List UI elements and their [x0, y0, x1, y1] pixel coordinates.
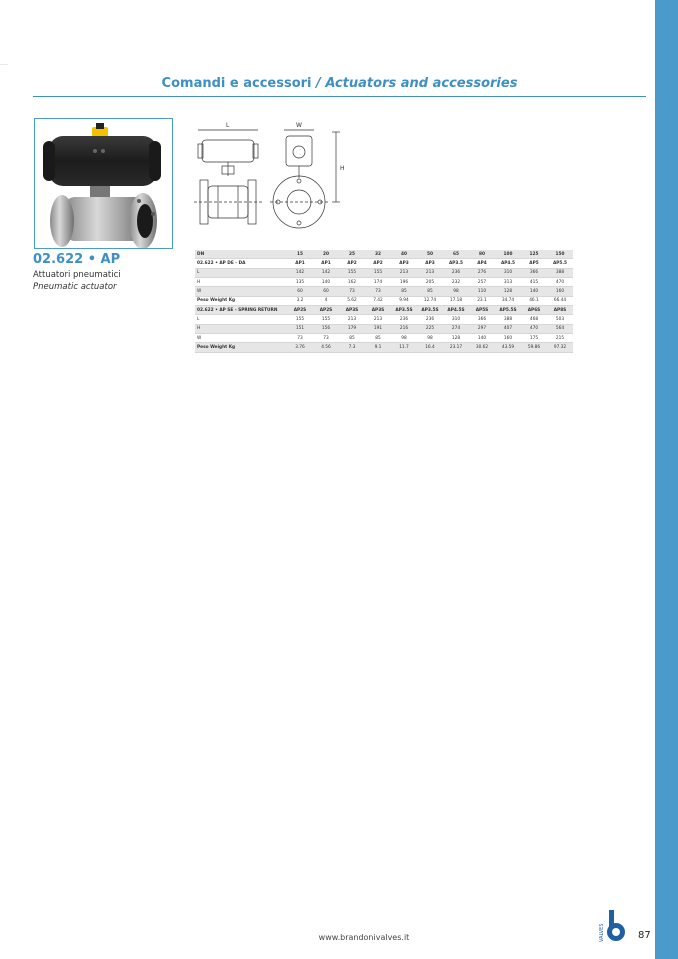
table-cell: 98	[443, 287, 469, 296]
table-header-row	[195, 250, 573, 259]
table-cell: 155	[365, 268, 391, 277]
table-cell: 236	[443, 268, 469, 277]
table-cell: 205	[417, 278, 443, 287]
table-cell: 470	[547, 278, 573, 287]
row-label: Peso Weight Kg	[195, 296, 287, 305]
table-cell: 12.74	[417, 296, 443, 305]
table-cell: AP3.5S	[417, 306, 443, 315]
table-cell: 46.1	[521, 296, 547, 305]
table-row	[195, 324, 573, 333]
table-header-cell: 100	[495, 250, 521, 259]
table-cell: 388	[547, 268, 573, 277]
table-cell: 366	[469, 315, 495, 324]
table-cell: 73	[339, 287, 365, 296]
title-english: Actuators and accessories	[325, 76, 518, 91]
table-cell: 98	[391, 334, 417, 343]
pneumatic-actuator-valve-image	[35, 119, 173, 249]
table-cell: AP2	[339, 259, 365, 268]
table-cell: 3.76	[287, 343, 313, 352]
table-cell: AP8S	[547, 306, 573, 315]
table-cell: 213	[417, 268, 443, 277]
table-cell: 140	[521, 287, 547, 296]
table-header-cell: 40	[391, 250, 417, 259]
table-cell: 196	[391, 278, 417, 287]
table-header-cell: 65	[443, 250, 469, 259]
table-cell: AP5.5S	[495, 306, 521, 315]
table-cell: 4	[313, 296, 339, 305]
table-row	[195, 259, 573, 268]
table-cell: 162	[339, 278, 365, 287]
table-cell: AP1	[287, 259, 313, 268]
table-cell: 60	[287, 287, 313, 296]
table-cell: 9.94	[391, 296, 417, 305]
row-label: 02.622 • AP SE - SPRING RETURN	[195, 306, 287, 315]
table-cell: 155	[339, 268, 365, 277]
table-cell: 216	[391, 324, 417, 333]
table-cell: AP4	[469, 259, 495, 268]
table-cell: 66.44	[547, 296, 573, 305]
table-cell: 470	[521, 324, 547, 333]
page-number: 87	[638, 930, 651, 941]
table-cell: 407	[495, 324, 521, 333]
table-cell: 85	[391, 287, 417, 296]
page-title	[33, 76, 646, 91]
table-cell: 503	[547, 315, 573, 324]
product-code: 02.622 • AP	[33, 252, 121, 267]
table-header-cell: 125	[521, 250, 547, 259]
row-label: L	[195, 315, 287, 324]
table-header-label: DN	[195, 250, 287, 259]
table-cell: 175	[521, 334, 547, 343]
table-header-cell: 25	[339, 250, 365, 259]
table-cell: AP3.5	[443, 259, 469, 268]
table-cell: 16.4	[417, 343, 443, 352]
table-cell: 310	[443, 315, 469, 324]
table-cell: AP3.5S	[391, 306, 417, 315]
table-cell: AP2S	[313, 306, 339, 315]
table-cell: 213	[391, 268, 417, 277]
table-cell: 174	[365, 278, 391, 287]
table-cell: 30.62	[469, 343, 495, 352]
table-cell: AP3S	[365, 306, 391, 315]
title-separator: /	[311, 76, 326, 91]
table-cell: 85	[339, 334, 365, 343]
table-cell: 274	[443, 324, 469, 333]
table-cell: AP3	[391, 259, 417, 268]
corner-mark	[0, 64, 8, 65]
table-cell: 310	[495, 268, 521, 277]
table-cell: 5.62	[339, 296, 365, 305]
table-cell: 60	[313, 287, 339, 296]
table-row	[195, 287, 573, 296]
table-cell: 564	[547, 324, 573, 333]
table-cell: 128	[443, 334, 469, 343]
table-cell: AP3S	[339, 306, 365, 315]
table-cell: AP2S	[287, 306, 313, 315]
table-row	[195, 306, 573, 315]
table-cell: 151	[287, 324, 313, 333]
table-cell: 142	[287, 268, 313, 277]
table-cell: 142	[313, 268, 339, 277]
table-cell: 140	[469, 334, 495, 343]
dimension-label-l: L	[226, 122, 230, 129]
dimensions-table	[195, 250, 573, 353]
table-cell: 155	[313, 315, 339, 324]
table-cell: 225	[417, 324, 443, 333]
table-cell: 156	[313, 324, 339, 333]
table-cell: 17.18	[443, 296, 469, 305]
table-cell: 97.32	[547, 343, 573, 352]
table-cell: 276	[469, 268, 495, 277]
row-label: H	[195, 324, 287, 333]
table-cell: 128	[495, 287, 521, 296]
dimension-label-h: H	[340, 165, 345, 172]
table-cell: 191	[365, 324, 391, 333]
table-row	[195, 268, 573, 277]
table-cell: AP6S	[521, 306, 547, 315]
table-cell: 257	[469, 278, 495, 287]
table-cell: 23.1	[469, 296, 495, 305]
table-cell: 23.17	[443, 343, 469, 352]
table-header-cell: 50	[417, 250, 443, 259]
table-cell: 160	[495, 334, 521, 343]
product-description-italian: Attuatori pneumatici	[33, 270, 121, 280]
table-cell: 3.2	[287, 296, 313, 305]
table-row	[195, 343, 573, 352]
table-cell: AP4.5	[495, 259, 521, 268]
table-cell: 366	[521, 268, 547, 277]
table-cell: 236	[417, 315, 443, 324]
table-cell: 11.7	[391, 343, 417, 352]
table-cell: 297	[469, 324, 495, 333]
table-cell: 313	[495, 278, 521, 287]
table-cell: 7.42	[365, 296, 391, 305]
table-cell: 179	[339, 324, 365, 333]
table-cell: 160	[547, 287, 573, 296]
table-cell: 155	[287, 315, 313, 324]
row-label: H	[195, 278, 287, 287]
table-cell: 4.56	[313, 343, 339, 352]
row-label: W	[195, 334, 287, 343]
table-cell: 98	[417, 334, 443, 343]
table-cell: 85	[365, 334, 391, 343]
table-cell: 213	[365, 315, 391, 324]
product-description-english: Pneumatic actuator	[33, 282, 117, 292]
table-cell: AP5	[521, 259, 547, 268]
table-cell: 388	[495, 315, 521, 324]
table-header-cell: 32	[365, 250, 391, 259]
table-cell: 110	[469, 287, 495, 296]
title-italian: Comandi e accessori	[161, 76, 312, 91]
dimension-label-w: W	[296, 122, 302, 129]
table-cell: AP3	[417, 259, 443, 268]
table-cell: AP2	[365, 259, 391, 268]
table-cell: 213	[339, 315, 365, 324]
table-cell: AP5S	[469, 306, 495, 315]
table-cell: 85	[417, 287, 443, 296]
brandoni-logo	[597, 908, 627, 944]
table-header-cell: 150	[547, 250, 573, 259]
table-cell: 43.59	[495, 343, 521, 352]
table-cell: AP4.5S	[443, 306, 469, 315]
table-cell: AP1	[313, 259, 339, 268]
row-label: 02.622 • AP DE - DA	[195, 259, 287, 268]
table-cell: 34.74	[495, 296, 521, 305]
table-cell: 135	[287, 278, 313, 287]
table-cell: 236	[391, 315, 417, 324]
table-cell: 9.1	[365, 343, 391, 352]
table-header-cell: 15	[287, 250, 313, 259]
table-cell: 415	[521, 278, 547, 287]
product-photo	[34, 118, 173, 249]
table-row	[195, 278, 573, 287]
table-cell: 7.3	[339, 343, 365, 352]
table-cell: 468	[521, 315, 547, 324]
table-row	[195, 296, 573, 305]
table-cell: 73	[313, 334, 339, 343]
table-cell: 215	[547, 334, 573, 343]
technical-drawing	[188, 118, 356, 246]
table-cell: 73	[287, 334, 313, 343]
table-cell: 73	[365, 287, 391, 296]
side-color-bar	[655, 0, 678, 959]
table-row	[195, 315, 573, 324]
table-header-cell: 20	[313, 250, 339, 259]
logo-text: VALVES	[599, 923, 605, 942]
table-cell: 232	[443, 278, 469, 287]
table-row	[195, 334, 573, 343]
header-rule	[33, 96, 646, 97]
row-label: Peso Weight Kg	[195, 343, 287, 352]
table-cell: 59.86	[521, 343, 547, 352]
table-cell: AP5.5	[547, 259, 573, 268]
row-label: L	[195, 268, 287, 277]
table-cell: 140	[313, 278, 339, 287]
footer-website: www.brandonivalves.it	[318, 933, 410, 942]
row-label: W	[195, 287, 287, 296]
table-header-cell: 80	[469, 250, 495, 259]
